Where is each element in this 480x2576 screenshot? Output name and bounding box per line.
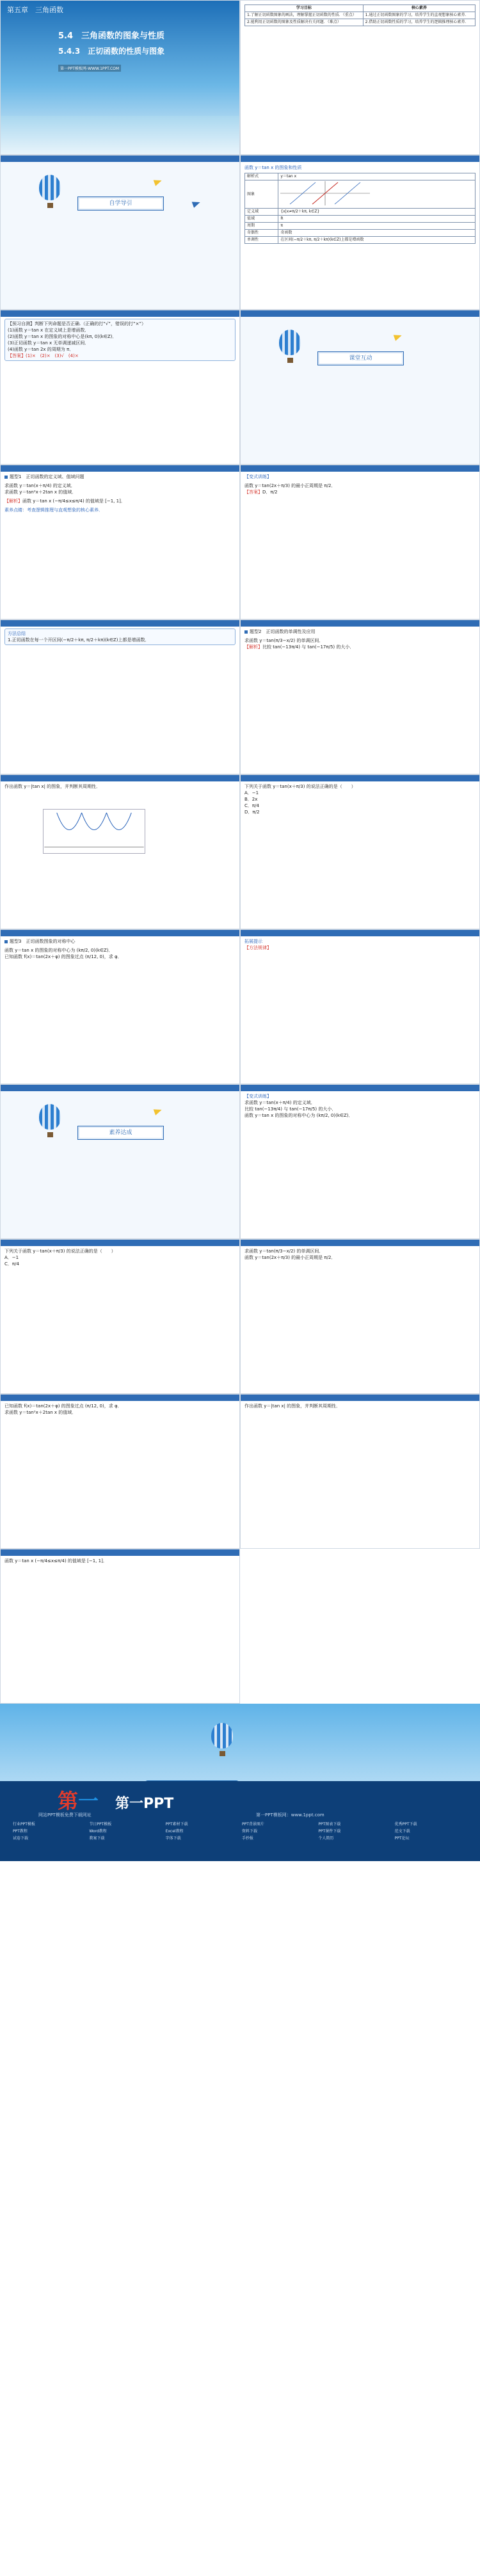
option[interactable]: A．−1 bbox=[244, 790, 259, 796]
practice-slide[interactable] bbox=[0, 1549, 240, 1704]
slide-toolbar bbox=[1, 1085, 239, 1091]
summary-box bbox=[4, 628, 236, 645]
ground-decoration bbox=[1, 116, 239, 154]
site-logo[interactable]: 第一 bbox=[58, 1789, 99, 1813]
footer-link[interactable]: PPT素材下载 bbox=[165, 1822, 188, 1827]
property-heading: 函数 y＝tan x 的图象和性质 bbox=[244, 165, 302, 170]
section-title: 5.4 三角函数的图象与性质 bbox=[58, 31, 165, 41]
table-cell: 2.能利用正切函数的图象及性质解决有关问题．（难点） bbox=[245, 19, 364, 26]
slide-toolbar bbox=[241, 156, 479, 162]
question-item: (2)函数 y＝tan x 的图象的对称中心是(kπ, 0)(k∈Z)． bbox=[8, 334, 117, 339]
solution-line: 【解析】函数 y＝tan x (−π/4≤x≤π/4) 的值域是 [−1, 1]． bbox=[4, 499, 125, 504]
subsection-title: 5.4.3 正切函数的性质与图象 bbox=[58, 47, 165, 56]
slide-toolbar bbox=[1, 620, 239, 627]
practice-text: 比较 tan(−13π/4) 与 tan(−17π/5) 的大小． bbox=[244, 1107, 337, 1112]
example-heading: 题型3 正切函数图象的对称中心 bbox=[4, 938, 236, 945]
slide-toolbar bbox=[241, 1085, 479, 1091]
table-cell: 1.了解正切函数图象的画法，理解掌握正切函数的性质．（重点） bbox=[245, 12, 364, 19]
example-slide[interactable] bbox=[240, 774, 480, 929]
footer-link[interactable]: PPT图表下载 bbox=[318, 1822, 341, 1827]
practice-slide[interactable] bbox=[0, 1394, 240, 1549]
slide-toolbar bbox=[1, 156, 239, 162]
example-slide[interactable] bbox=[0, 929, 240, 1084]
footer-link[interactable]: 优秀PPT下载 bbox=[394, 1822, 417, 1827]
option[interactable]: A．−1 bbox=[4, 1255, 19, 1260]
brand-name: 第一PPT bbox=[115, 1796, 174, 1812]
objectives-table bbox=[244, 4, 476, 26]
extension-slide[interactable] bbox=[240, 929, 480, 1084]
option[interactable]: C．π/4 bbox=[4, 1261, 19, 1267]
option[interactable]: B．2x bbox=[244, 797, 258, 802]
graph-svg bbox=[44, 810, 145, 853]
footer-link[interactable]: PPT论坛 bbox=[394, 1836, 410, 1841]
footer-link[interactable]: 手抄报 bbox=[242, 1836, 254, 1841]
example-slide[interactable] bbox=[240, 465, 480, 620]
slide-toolbar bbox=[1, 465, 239, 472]
practice-text: 求函数 y＝tan²x＋2tan x 的值域． bbox=[4, 1410, 77, 1415]
practice-heading: 【变式训练】 bbox=[244, 1094, 271, 1099]
slide-toolbar bbox=[241, 465, 479, 472]
row-label: 奇偶性 bbox=[245, 230, 278, 237]
question-item: (1)函数 y＝tan x 在定义域上是增函数． bbox=[8, 328, 90, 333]
table-header: 学习目标 bbox=[245, 5, 364, 12]
paper-plane-icon bbox=[154, 177, 163, 186]
question-item: (4)函数 y＝tan 2x 的周期为 π． bbox=[8, 347, 74, 352]
practice-slide[interactable] bbox=[240, 1394, 480, 1549]
row-value: 在区间(−π/2＋kπ, π/2＋kπ)(k∈Z)上都是增函数 bbox=[278, 237, 476, 244]
row-label: 周期 bbox=[245, 223, 278, 230]
row-value: π bbox=[278, 223, 476, 230]
slide-toolbar bbox=[241, 775, 479, 781]
summary-slide[interactable] bbox=[0, 620, 240, 774]
footer-link[interactable]: 节日PPT模板 bbox=[89, 1822, 112, 1827]
example-heading: 题型1 正切函数的定义域、值域问题 bbox=[4, 474, 236, 480]
example-slide[interactable] bbox=[240, 620, 480, 774]
summary-title: 方法总结 bbox=[8, 631, 26, 636]
source-label: 第一PPT模板网-WWW.1PPT.COM bbox=[58, 65, 121, 72]
table-header: 核心素养 bbox=[363, 5, 475, 12]
footer-link[interactable]: Excel教程 bbox=[165, 1829, 184, 1834]
method-label: 【方法规律】 bbox=[244, 945, 271, 950]
practice-text: 函数 y＝tan x (−π/4≤x≤π/4) 的值域是 [−1, 1]． bbox=[4, 1558, 108, 1564]
practice-slide[interactable] bbox=[0, 1239, 240, 1394]
slide-toolbar bbox=[241, 930, 479, 936]
slide-toolbar bbox=[241, 1395, 479, 1401]
practice-slide[interactable] bbox=[240, 1239, 480, 1394]
footer-slogan: 网站PPT模板免费下载网址 bbox=[38, 1812, 92, 1818]
footer-link[interactable]: 教案下载 bbox=[89, 1836, 105, 1841]
balloon-icon bbox=[211, 1723, 233, 1748]
row-label: 定义域 bbox=[245, 209, 278, 216]
tangent-graph bbox=[280, 181, 370, 205]
row-value: 奇函数 bbox=[278, 230, 476, 237]
footer-link[interactable]: 个人简历 bbox=[318, 1836, 334, 1841]
example-heading: 题型2 正切函数的单调性及应用 bbox=[244, 628, 476, 635]
literacy-slide[interactable] bbox=[0, 1084, 240, 1239]
footer-banner bbox=[0, 1781, 480, 1861]
practice-slide[interactable] bbox=[240, 1084, 480, 1239]
example-text: 求函数 y＝tan(π/3−x/2) 的单调区间． bbox=[244, 638, 324, 643]
slide-toolbar bbox=[1, 1395, 239, 1401]
summary-text: 1.正切函数在每一个开区间(−π/2＋kπ, π/2＋kπ)(k∈Z)上都是增函数． bbox=[8, 637, 150, 643]
practice-text: 函数 y＝tan x 的图象的对称中心为 (kπ/2, 0)(k∈Z)． bbox=[244, 1113, 353, 1118]
solution-line: 【解析】比较 tan(−13π/4) 与 tan(−17π/5) 的大小． bbox=[244, 644, 355, 650]
example-text: 已知函数 f(x)＝tan(2x＋φ) 的图象过点 (π/12, 0)，求 φ． bbox=[4, 954, 122, 959]
slide-toolbar bbox=[1, 775, 239, 781]
footer-link[interactable]: PPT教程 bbox=[13, 1829, 28, 1834]
footer-link[interactable]: Word教程 bbox=[89, 1829, 107, 1834]
question-item: (3)正切函数 y＝tan x 无单调递减区间． bbox=[8, 340, 90, 346]
selftest-slide[interactable] bbox=[0, 310, 240, 465]
balloon-icon bbox=[279, 330, 301, 355]
property-table bbox=[244, 173, 476, 244]
row-label: 值域 bbox=[245, 216, 278, 223]
footer-link[interactable]: PPT背景图片 bbox=[242, 1822, 264, 1827]
class-interaction-slide[interactable] bbox=[240, 310, 480, 465]
footer-link[interactable]: 行业PPT模板 bbox=[13, 1822, 35, 1827]
paper-plane-icon bbox=[192, 199, 202, 208]
slide-toolbar bbox=[1, 1240, 239, 1246]
extension-heading: 拓展提示 bbox=[244, 939, 262, 944]
example-text: 函数 y＝tan x 的图象的对称中心为 (kπ/2, 0)(k∈Z)． bbox=[4, 948, 113, 953]
literacy-note: 素养点睛：考查逻辑推理与直观想象的核心素养． bbox=[4, 508, 103, 513]
example-text: 函数 y＝tan(2x＋π/3) 的最小正周期是 π/2． bbox=[244, 483, 336, 488]
answer-line: 【答案】D．π/2 bbox=[244, 490, 278, 495]
footer-link[interactable]: 试卷下载 bbox=[13, 1836, 29, 1841]
paper-plane-icon bbox=[394, 332, 403, 341]
row-value: y＝tan x bbox=[278, 173, 476, 180]
table-cell: 2.借助正切函数性质的学习，培养学生的逻辑推理核心素养． bbox=[363, 19, 475, 26]
example-text: 求函数 y＝tan(x＋π/4) 的定义域． bbox=[4, 483, 76, 488]
balloon-icon bbox=[39, 175, 61, 200]
section-button[interactable]: 课堂互动 bbox=[317, 351, 404, 365]
example-text: 求函数 y＝tan²x＋2tan x 的值域． bbox=[4, 490, 77, 495]
row-value: R bbox=[278, 216, 476, 223]
option[interactable]: D．π/2 bbox=[244, 810, 260, 815]
slide-toolbar bbox=[1, 930, 239, 936]
graph-cell bbox=[278, 180, 476, 209]
practice-text: 下列关于函数 y＝tan(x＋π/3) 的说法正确的是（ ） bbox=[4, 1249, 116, 1254]
question-title: 【预习自测】判断下列命题是否正确.（正确的打“√”，错误的打“×”） bbox=[8, 321, 147, 326]
footer-caption: 第一PPT模板网：www.1ppt.com bbox=[256, 1812, 324, 1818]
footer-link[interactable]: 资料下载 bbox=[242, 1829, 258, 1834]
slide-toolbar bbox=[241, 310, 479, 317]
footer-link[interactable]: 范文下载 bbox=[394, 1829, 410, 1834]
cover-slide[interactable] bbox=[0, 0, 240, 155]
practice-text: 求函数 y＝tan(x＋π/4) 的定义域． bbox=[244, 1100, 316, 1105]
example-slide[interactable] bbox=[0, 465, 240, 620]
slide-toolbar bbox=[1, 310, 239, 317]
practice-text: 已知函数 f(x)＝tan(2x＋φ) 的图象过点 (π/12, 0)，求 φ． bbox=[4, 1404, 122, 1409]
practice-text: 求函数 y＝tan(π/3−x/2) 的单调区间． bbox=[244, 1249, 324, 1254]
slide-toolbar bbox=[241, 1240, 479, 1246]
self-study-slide[interactable] bbox=[0, 155, 240, 310]
footer-links bbox=[13, 1821, 467, 1841]
section-button[interactable]: 素养达成 bbox=[77, 1126, 164, 1140]
row-label: 解析式 bbox=[245, 173, 278, 180]
question-text: 下列关于函数 y＝tan(x＋π/3) 的说法正确的是（ ） bbox=[244, 784, 356, 789]
property-slide[interactable] bbox=[240, 155, 480, 310]
example-text: 作出函数 y＝|tan x| 的图象，并判断其周期性． bbox=[4, 784, 101, 789]
table-cell: 1.通过正切函数图象的学习，培养学生的直观想象核心素养． bbox=[363, 12, 475, 19]
row-label: 图象 bbox=[245, 180, 278, 209]
paper-plane-icon bbox=[154, 1107, 163, 1116]
answer-text: 【答案】(1)× (2)× (3)√ (4)× bbox=[8, 353, 79, 358]
practice-heading: 【变式训练】 bbox=[244, 474, 271, 479]
question-box bbox=[4, 319, 236, 361]
option[interactable]: C．π/4 bbox=[244, 803, 259, 808]
abs-tan-graph bbox=[43, 809, 145, 854]
practice-text: 作出函数 y＝|tan x| 的图象，并判断其周期性． bbox=[244, 1404, 341, 1409]
footer-link[interactable]: PPT课件下载 bbox=[318, 1829, 341, 1834]
practice-text: 函数 y＝tan(2x＋π/3) 的最小正周期是 π/2． bbox=[244, 1255, 336, 1260]
footer-link[interactable]: 字体下载 bbox=[165, 1836, 181, 1841]
section-button[interactable]: 自学导引 bbox=[77, 196, 164, 211]
objectives-slide[interactable] bbox=[240, 0, 480, 155]
balloon-icon bbox=[39, 1104, 61, 1130]
example-slide[interactable] bbox=[0, 774, 240, 929]
row-label: 单调性 bbox=[245, 237, 278, 244]
chapter-title: 第五章 三角函数 bbox=[7, 6, 63, 14]
slide-toolbar bbox=[241, 620, 479, 627]
slide-toolbar bbox=[1, 1549, 239, 1556]
row-value: {x|x≠π/2＋kπ, k∈Z} bbox=[278, 209, 476, 216]
